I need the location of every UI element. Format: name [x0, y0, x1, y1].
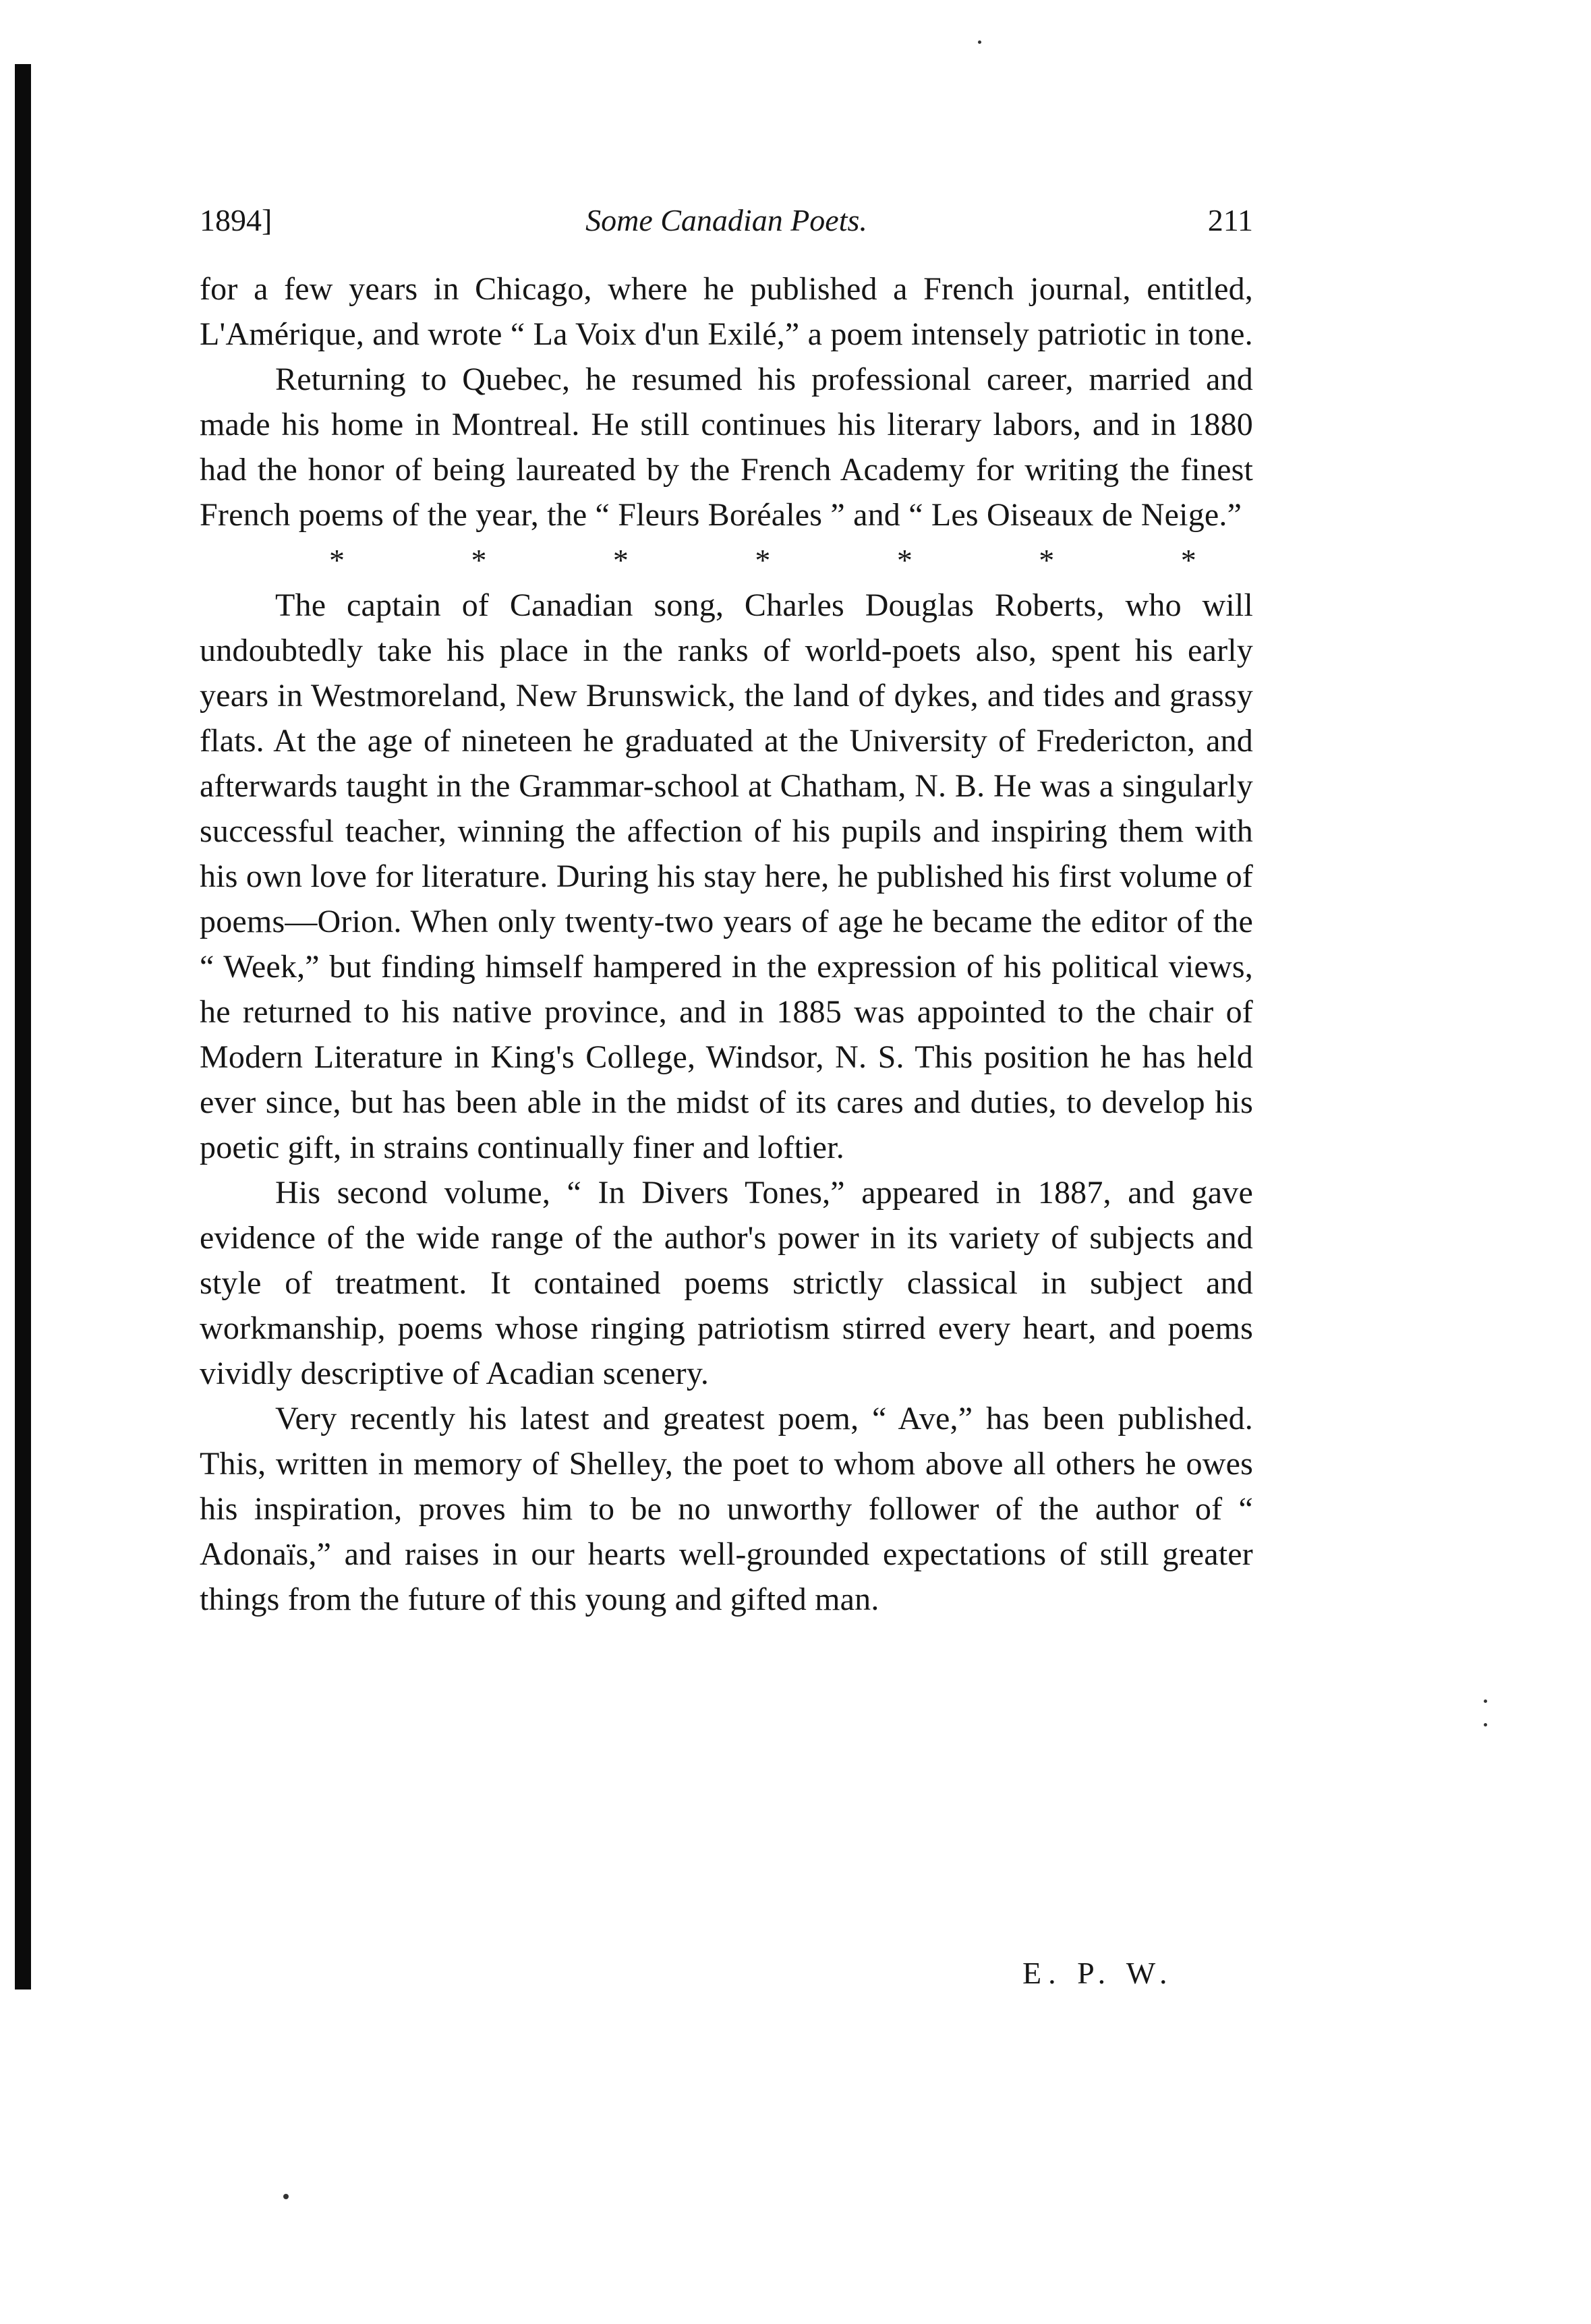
running-title: Some Canadian Poets.	[585, 203, 867, 237]
print-speck	[978, 40, 981, 44]
separator-star: *	[1039, 543, 1055, 577]
separator-star: *	[329, 543, 345, 577]
paragraph-divers-tones: His second volume, “ In Divers Tones,” appeared in 1887, and gave evidence of the wide range of the author's power in its variety of subjects and style of treatment. It contained poems strictly classical in subject and workmanship, poems whose ringing patriotism stirred every heart, and poems vividly descriptive of Acadian scenery.	[200, 1175, 1253, 1391]
paragraph-continuation: for a few years in Chicago, where he published a French journal, entitled, L'Amérique, and wrote “ La Voix d'un Exilé,” a poem intensely patriotic in tone.	[200, 271, 1253, 352]
article-body	[200, 266, 1253, 1622]
paragraph-quebec: Returning to Quebec, he resumed his professional career, married and made his home in Montreal. He still continues his literary labors, and in 1880 had the honor of being laureated by the French Academy for writing the finest French poems of the year, the “ Fleurs Boréales ” and “ Les Oiseaux de Neige.”	[200, 361, 1253, 533]
separator-star: *	[1180, 543, 1196, 577]
separator-star: *	[755, 543, 771, 577]
print-speck	[283, 2194, 289, 2199]
header-year: 1894]	[200, 203, 272, 237]
author-signature: E. P. W.	[1022, 1956, 1174, 1990]
section-separator	[200, 538, 1253, 583]
separator-star: *	[471, 543, 487, 577]
print-speck	[1484, 1723, 1487, 1726]
separator-star: *	[612, 543, 629, 577]
print-speck	[1484, 1700, 1487, 1703]
page-number: 211	[1207, 203, 1253, 237]
paragraph-roberts: The captain of Canadian song, Charles Douglas Roberts, who will undoubtedly take his place in the ranks of world-poets also, spent his early years in Westmoreland, New Brunswick, the land of dykes, and tides and grassy flats. At the age of nineteen he graduated at the University of Fredericton, and afterwards taught in the Grammar-school at Chatham, N. B. He was a singularly successful teacher, winning the affection of his pupils and inspiring them with his own love for literature. During his stay here, he published his first volume of poems—Orion. When only twenty-two years of age he became the editor of the “ Week,” but finding himself hampered in the expression of his political views, he returned to his native province, and in 1885 was appointed to the chair of Modern Literature in King's College, Windsor, N. S. This position he has held ever since, but has been able in the midst of its cares and duties, to develop his poetic gift, in strains continually finer and loftier.	[200, 587, 1253, 1165]
separator-star: *	[896, 543, 913, 577]
binding-shadow	[15, 64, 31, 1989]
page-header	[200, 197, 1253, 244]
paragraph-ave: Very recently his latest and greatest poem, “ Ave,” has been published. This, written in memory of Shelley, the poet to whom above all others he owes his inspiration, proves him to be no unworthy follower of the author of “ Adonaïs,” and raises in our hearts well-grounded expectations of still greater things from the future of this young and gifted man.	[200, 1401, 1253, 1617]
